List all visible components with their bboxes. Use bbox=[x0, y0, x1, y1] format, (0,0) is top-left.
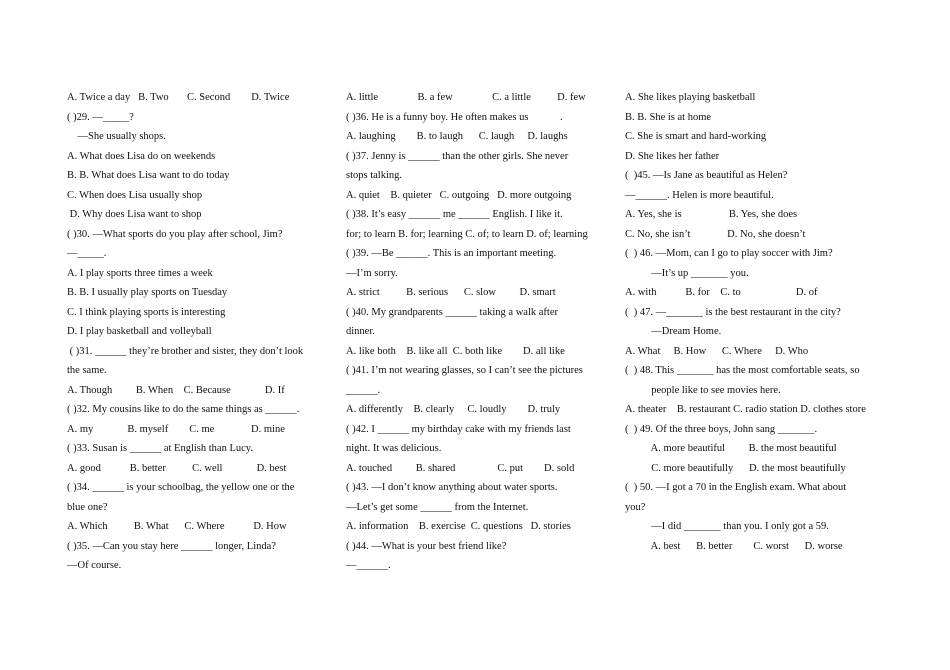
text-line: —Of course. bbox=[67, 560, 122, 571]
text-line: ( ) 46. —Mom, can I go to play soccer with Jim? bbox=[625, 248, 833, 259]
text-line: ( )37. Jenny is ______ than the other girls. She never bbox=[346, 150, 569, 162]
column-right bbox=[625, 88, 887, 556]
text-line: A. little B. a few C. a little D. few bbox=[346, 92, 586, 103]
text-line: A. touched B. shared C. put D. sold bbox=[346, 462, 575, 474]
text-line: —She usually shops. bbox=[67, 131, 166, 142]
text-line: ( ) 47. —_______ is the best restaurant in the city? bbox=[625, 306, 841, 318]
text-line: A. theater B. restaurant C. radio station D. clothes store bbox=[625, 404, 866, 415]
text-line: ( )36. He is a funny boy. He often makes us . bbox=[346, 111, 563, 123]
text-line: A. Twice a day B. Two C. Second D. Twice bbox=[67, 92, 290, 103]
text-line: A. Yes, she is B. Yes, she does bbox=[625, 209, 798, 220]
text-line: the same. bbox=[67, 365, 107, 376]
text-line: ( )40. My grandparents ______ taking a walk after bbox=[346, 306, 558, 318]
text-line: stops talking. bbox=[346, 170, 403, 181]
text-line: A. my B. myself C. me D. mine bbox=[67, 423, 285, 435]
text-line: C. I think playing sports is interesting bbox=[67, 306, 226, 318]
text-line: D. Why does Lisa want to shop bbox=[67, 209, 202, 220]
text-line: A. information B. exercise C. questions D. stories bbox=[346, 521, 571, 532]
text-line: B. B. She is at home bbox=[625, 111, 712, 123]
text-line: ( )29. —_____? bbox=[67, 111, 134, 123]
text-line: A. with B. for C. to D. of bbox=[625, 287, 818, 298]
text-line: D. She likes her father bbox=[625, 150, 720, 162]
text-line: B. B. What does Lisa want to do today bbox=[67, 170, 230, 181]
text-line: ( )41. I’m not wearing glasses, so I can’t see the pictures bbox=[346, 365, 583, 376]
text-line: ( )42. I ______ my birthday cake with my friends last bbox=[346, 423, 571, 435]
text-line: A. I play sports three times a week bbox=[67, 267, 213, 279]
text-line: ( )43. —I don’t know anything about water sports. bbox=[346, 482, 558, 493]
text-line: A. more beautiful B. the most beautiful bbox=[625, 443, 837, 454]
text-line: —I did _______ than you. I only got a 59. bbox=[625, 521, 829, 532]
text-line: ( )32. My cousins like to do the same things as ______. bbox=[67, 404, 300, 415]
text-line: ( ) 48. This _______ has the most comfortable seats, so bbox=[625, 365, 860, 376]
text-line: B. B. I usually play sports on Tuesday bbox=[67, 287, 228, 298]
text-line: —_____. bbox=[67, 248, 107, 259]
text-line: C. No, she isn’t D. No, she doesn’t bbox=[625, 228, 806, 240]
text-line: A. like both B. like all C. both like D. all like bbox=[346, 345, 565, 357]
text-line: A. best B. better C. worst D. worse bbox=[625, 540, 843, 552]
text-line: —______. bbox=[346, 560, 391, 571]
text-line: A. What B. How C. Where D. Who bbox=[625, 345, 809, 357]
text-line: A. Which B. What C. Where D. How bbox=[67, 521, 287, 532]
text-line: ( )35. —Can you stay here ______ longer, Linda? bbox=[67, 540, 276, 552]
text-line: —______. Helen is more beautiful. bbox=[625, 189, 774, 201]
text-line: A. good B. better C. well D. best bbox=[67, 462, 287, 474]
text-line: ( )44. —What is your best friend like? bbox=[346, 540, 507, 552]
text-line: A. differently B. clearly C. loudly D. truly bbox=[346, 404, 561, 415]
text-line: A. What does Lisa do on weekends bbox=[67, 150, 216, 162]
text-line: night. It was delicious. bbox=[346, 443, 442, 454]
text-line: for; to learn B. for; learning C. of; to learn D. of; learning bbox=[346, 228, 588, 240]
text-line: C. When does Lisa usually shop bbox=[67, 189, 203, 201]
text-line: ( ) 49. Of the three boys, John sang _______. bbox=[625, 423, 818, 435]
text-line: ( )30. —What sports do you play after school, Jim? bbox=[67, 228, 283, 240]
text-line: A. strict B. serious C. slow D. smart bbox=[346, 287, 556, 298]
text-line: D. I play basketball and volleyball bbox=[67, 326, 212, 337]
text-line: blue one? bbox=[67, 501, 108, 513]
text-line: ( )33. Susan is ______ at English than Lucy. bbox=[67, 443, 253, 454]
text-line: you? bbox=[625, 501, 646, 513]
column-left bbox=[67, 88, 332, 576]
text-line: A. Though B. When C. Because D. If bbox=[67, 384, 285, 396]
text-line: —Let’s get some ______ from the Internet. bbox=[346, 501, 529, 513]
text-line: C. more beautifully D. the most beautifully bbox=[625, 462, 846, 474]
text-line: —Dream Home. bbox=[625, 326, 722, 337]
text-line: A. quiet B. quieter C. outgoing D. more outgoing bbox=[346, 189, 572, 201]
text-line: ( )39. —Be ______. This is an important meeting. bbox=[346, 248, 557, 259]
text-line: ______. bbox=[346, 384, 381, 396]
text-line: A. She likes playing basketball bbox=[625, 92, 756, 103]
text-line: ( )38. It’s easy ______ me ______ English. I like it. bbox=[346, 209, 563, 220]
text-line: ( )45. —Is Jane as beautiful as Helen? bbox=[625, 170, 788, 181]
text-line: ( )34. ______ is your schoolbag, the yellow one or the bbox=[67, 482, 295, 493]
text-line: people like to see movies here. bbox=[625, 384, 781, 396]
text-line: dinner. bbox=[346, 326, 375, 337]
text-line: —I’m sorry. bbox=[346, 267, 398, 279]
text-line: ( ) 50. —I got a 70 in the English exam. What about bbox=[625, 482, 847, 493]
text-line: —It’s up _______ you. bbox=[625, 267, 749, 279]
column-middle bbox=[346, 88, 608, 576]
text-line: C. She is smart and hard-working bbox=[625, 131, 767, 142]
text-line: ( )31. ______ they’re brother and sister, they don’t look bbox=[67, 345, 304, 357]
text-line: A. laughing B. to laugh C. laugh D. laughs bbox=[346, 131, 568, 142]
